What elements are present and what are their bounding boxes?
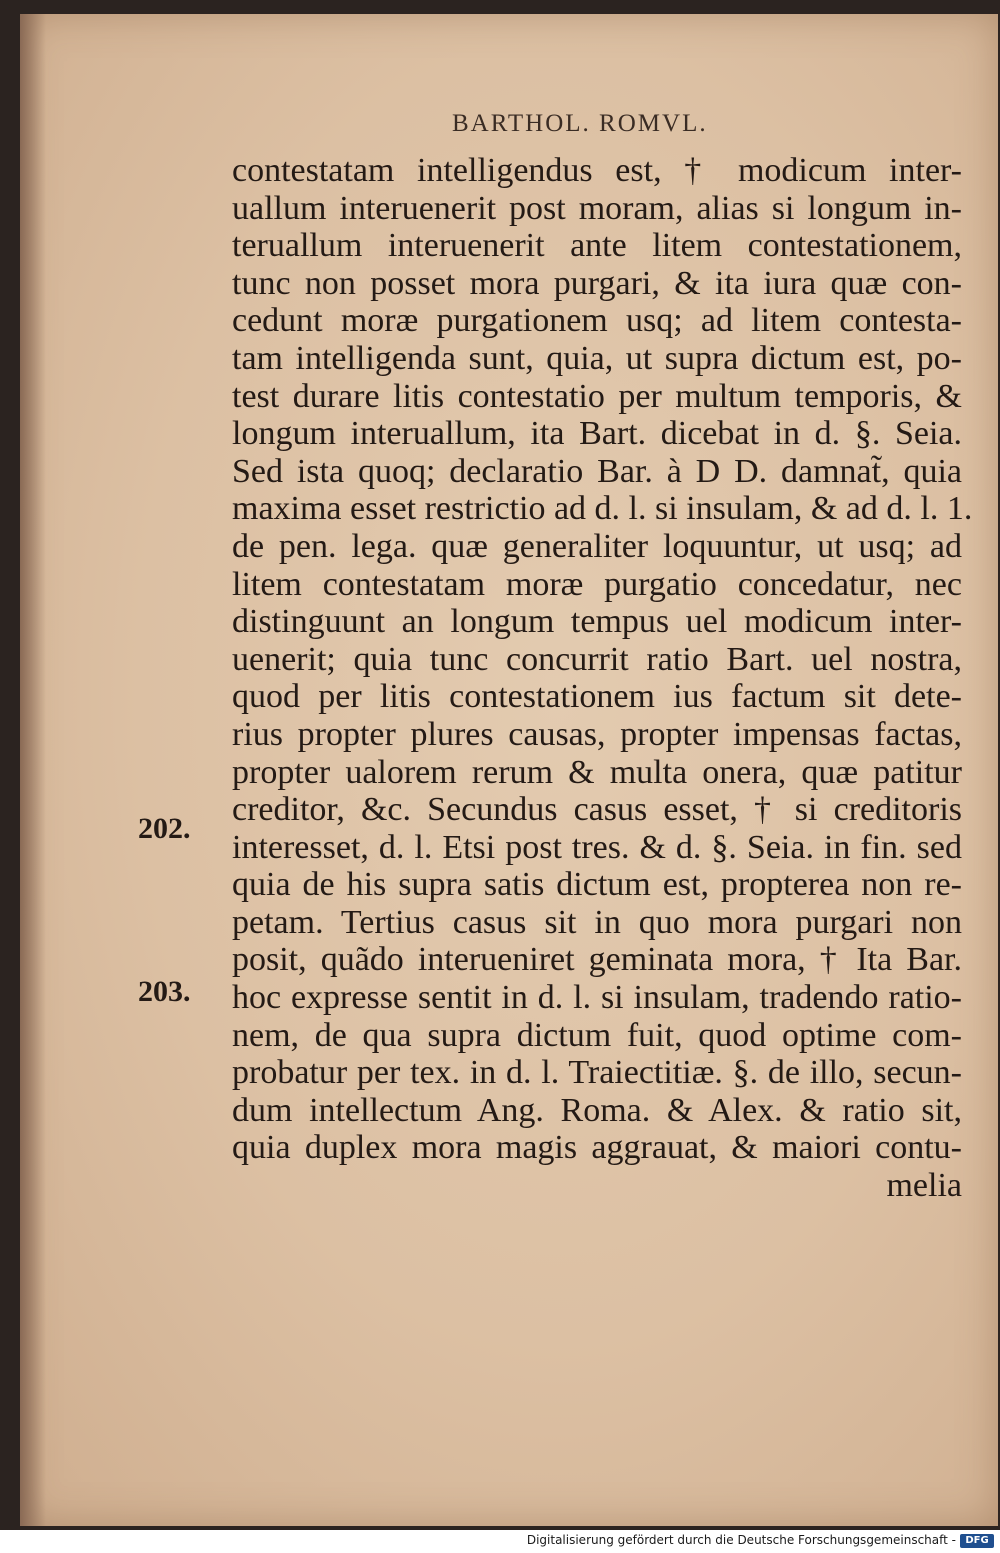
text-line: dum intellectum Ang. Roma. & Alex. & ratio sit, bbox=[232, 1091, 962, 1129]
text-line: uenerit; quia tunc concurrit ratio Bart. uel nostra, bbox=[232, 640, 962, 678]
text-line: teruallum interuenerit ante litem contestationem, bbox=[232, 227, 962, 265]
text-line: quod per litis contestationem ius factum sit dete- bbox=[232, 678, 962, 716]
dfg-logo: DFG bbox=[960, 1534, 994, 1548]
text-line: Sed ista quoq; declaratio Bar. à D D. damnat̃, quia bbox=[232, 452, 962, 490]
text-line: distinguunt an longum tempus uel modicum inter- bbox=[232, 603, 962, 641]
text-line: tam intelligenda sunt, quia, ut supra dictum est, po- bbox=[232, 339, 962, 377]
text-line: petam. Tertius casus sit in quo mora purgari non bbox=[232, 903, 962, 941]
text-line: rius propter plures causas, propter impensas factas, bbox=[232, 715, 962, 753]
text-line: propter ualorem rerum & multa onera, quæ patitur bbox=[232, 753, 962, 791]
text-line: creditor, &c. Secundus casus esset, † si creditoris bbox=[232, 791, 962, 829]
text-line: tunc non posset mora purgari, & ita iura quæ con- bbox=[232, 264, 962, 302]
text-line: contestatam intelligendus est, † modicum inter- bbox=[232, 152, 962, 189]
running-head: BARTHOL. ROMVL. bbox=[452, 110, 708, 137]
text-line: litem contestatam moræ purgatio concedatur, nec bbox=[232, 565, 962, 603]
catchword: melia bbox=[886, 1167, 962, 1205]
text-line: longum interuallum, ita Bart. dicebat in d. §. Seia. bbox=[232, 415, 962, 453]
text-line: quia duplex mora magis aggrauat, & maiori contu- bbox=[232, 1129, 962, 1167]
text-line: quia de his supra satis dictum est, propterea non re- bbox=[232, 866, 962, 904]
text-line: nem, de qua supra dictum fuit, quod optime com- bbox=[232, 1016, 962, 1054]
margin-note-203: 203. bbox=[138, 975, 191, 1008]
text-line: hoc expresse sentit in d. l. si insulam, tradendo ratio- bbox=[232, 979, 962, 1017]
body-text bbox=[232, 152, 973, 1205]
text-line: probatur per tex. in d. l. Traiectitiæ. §. de illo, secun- bbox=[232, 1054, 962, 1092]
footer-bar bbox=[0, 1530, 1000, 1553]
text-line: interesset, d. l. Etsi post tres. & d. §. Seia. in fin. sed bbox=[232, 828, 962, 866]
text-line: uallum interuenerit post moram, alias si longum in- bbox=[232, 189, 962, 227]
text-line: maxima esset restrictio ad d. l. si insulam, & ad d. l. 1. bbox=[232, 490, 973, 528]
funding-notice: Digitalisierung gefördert durch die Deutsche Forschungsgemeinschaft - bbox=[526, 1533, 956, 1547]
page-gutter-shadow bbox=[20, 14, 46, 1526]
text-line: test durare litis contestatio per multum temporis, & bbox=[232, 377, 962, 415]
text-line: cedunt moræ purgationem usq; ad litem contesta- bbox=[232, 302, 962, 340]
margin-note-202: 202. bbox=[138, 812, 191, 845]
text-line: posit, quãdo interueniret geminata mora, † Ita Bar. bbox=[232, 941, 962, 979]
text-line: de pen. lega. quæ generaliter loquuntur, ut usq; ad bbox=[232, 527, 962, 565]
